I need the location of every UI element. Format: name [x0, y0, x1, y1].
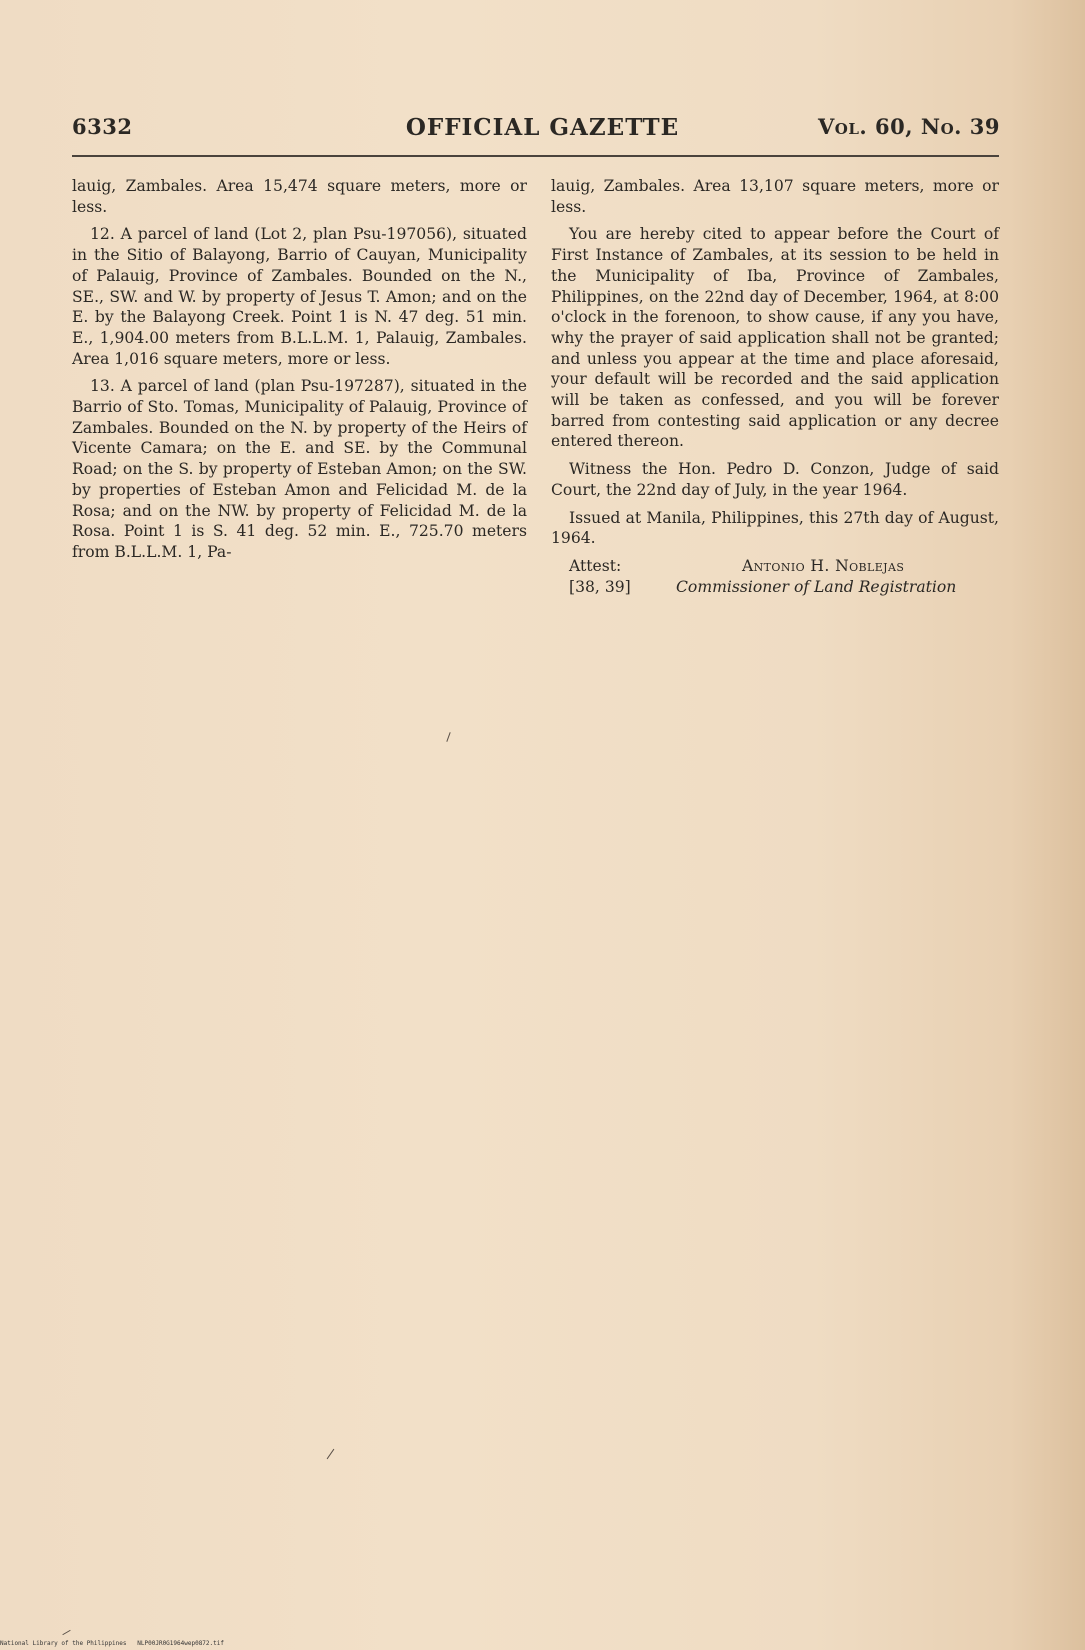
- signatory-title-line: [569, 577, 999, 598]
- left-column: [72, 176, 527, 570]
- stray-mark: [327, 1449, 335, 1459]
- paragraph-issued: Issued at Manila, Philippines, this 27th day of August, 1964.: [551, 508, 999, 548]
- issue-reference: [38, 39]: [569, 577, 631, 596]
- volume-issue: Vol. 60, No. 39: [818, 114, 1000, 139]
- scan-footer: [0, 1640, 224, 1647]
- paragraph-continuation: lauig, Zambales. Area 15,474 square meters, more or less.: [72, 177, 527, 216]
- paragraph-area-continuation: lauig, Zambales. Area 13,107 square meters, more or less.: [551, 177, 999, 216]
- publication-title: OFFICIAL GAZETTE: [405, 114, 680, 141]
- attest-label: Attest:: [569, 556, 622, 575]
- paragraph-parcel-13: 13. A parcel of land (plan Psu-197287), situated in the Barrio of Sto. Tomas, Municipality of Palauig, Province of Zambales. Bounded on the N. by property of the Heirs of Vicente Camara; on the E. and SE. by the Communal Road; on the S. by property of Esteban Amon; on the SW. by properties of Esteban Amon and Felicidad M. de la Rosa; and on the NW. by property of Felicidad M. de la Rosa. Point 1 is S. 41 deg. 52 min. E., 725.70 meters from B.L.L.M. 1, Pa-: [72, 377, 527, 561]
- stray-mark: [62, 1630, 70, 1635]
- attest-line: [569, 556, 999, 577]
- stray-mark: [446, 732, 450, 742]
- header-rule: [72, 155, 999, 157]
- paragraph-witness: Witness the Hon. Pedro D. Conzon, Judge of said Court, the 22nd day of July, in the year 1964.: [551, 460, 999, 499]
- paragraph-parcel-12: 12. A parcel of land (Lot 2, plan Psu-197056), situated in the Sitio of Balayong, Barrio of Cauyan, Municipality of Palauig, Province of Zambales. Bounded on the N., SE., SW. and W. by property of Jesus T. Amon; and on the E. by the Balayong Creek. Point 1 is N. 47 deg. 51 min. E., 1,904.00 meters from B.L.L.M. 1, Palauig, Zambales. Area 1,016 square meters, more or less.: [72, 225, 527, 368]
- paragraph-citation: You are hereby cited to appear before the Court of First Instance of Zambales, at its session to be held in the Municipality of Iba, Province of Zambales, Philippines, on the 22nd day of December, 1964, at 8:00 o'clock in the forenoon, to show cause, if any you have, why the prayer of said application shall not be granted; and unless you appear at the time and place aforesaid, your default will be recorded and the said application will be taken as confessed, and you will be forever barred from contesting said application or any decree entered thereon.: [551, 225, 999, 451]
- scan-file-id: NLP00JR0G1964wep0872.tif: [137, 1640, 224, 1647]
- library-credit: National Library of the Philippines: [0, 1640, 127, 1647]
- page-number: 6332: [72, 114, 133, 139]
- right-column: [551, 176, 999, 597]
- signatory-title: Commissioner of Land Registration: [676, 577, 957, 596]
- signatory-name: Antonio H. Noblejas: [742, 556, 905, 575]
